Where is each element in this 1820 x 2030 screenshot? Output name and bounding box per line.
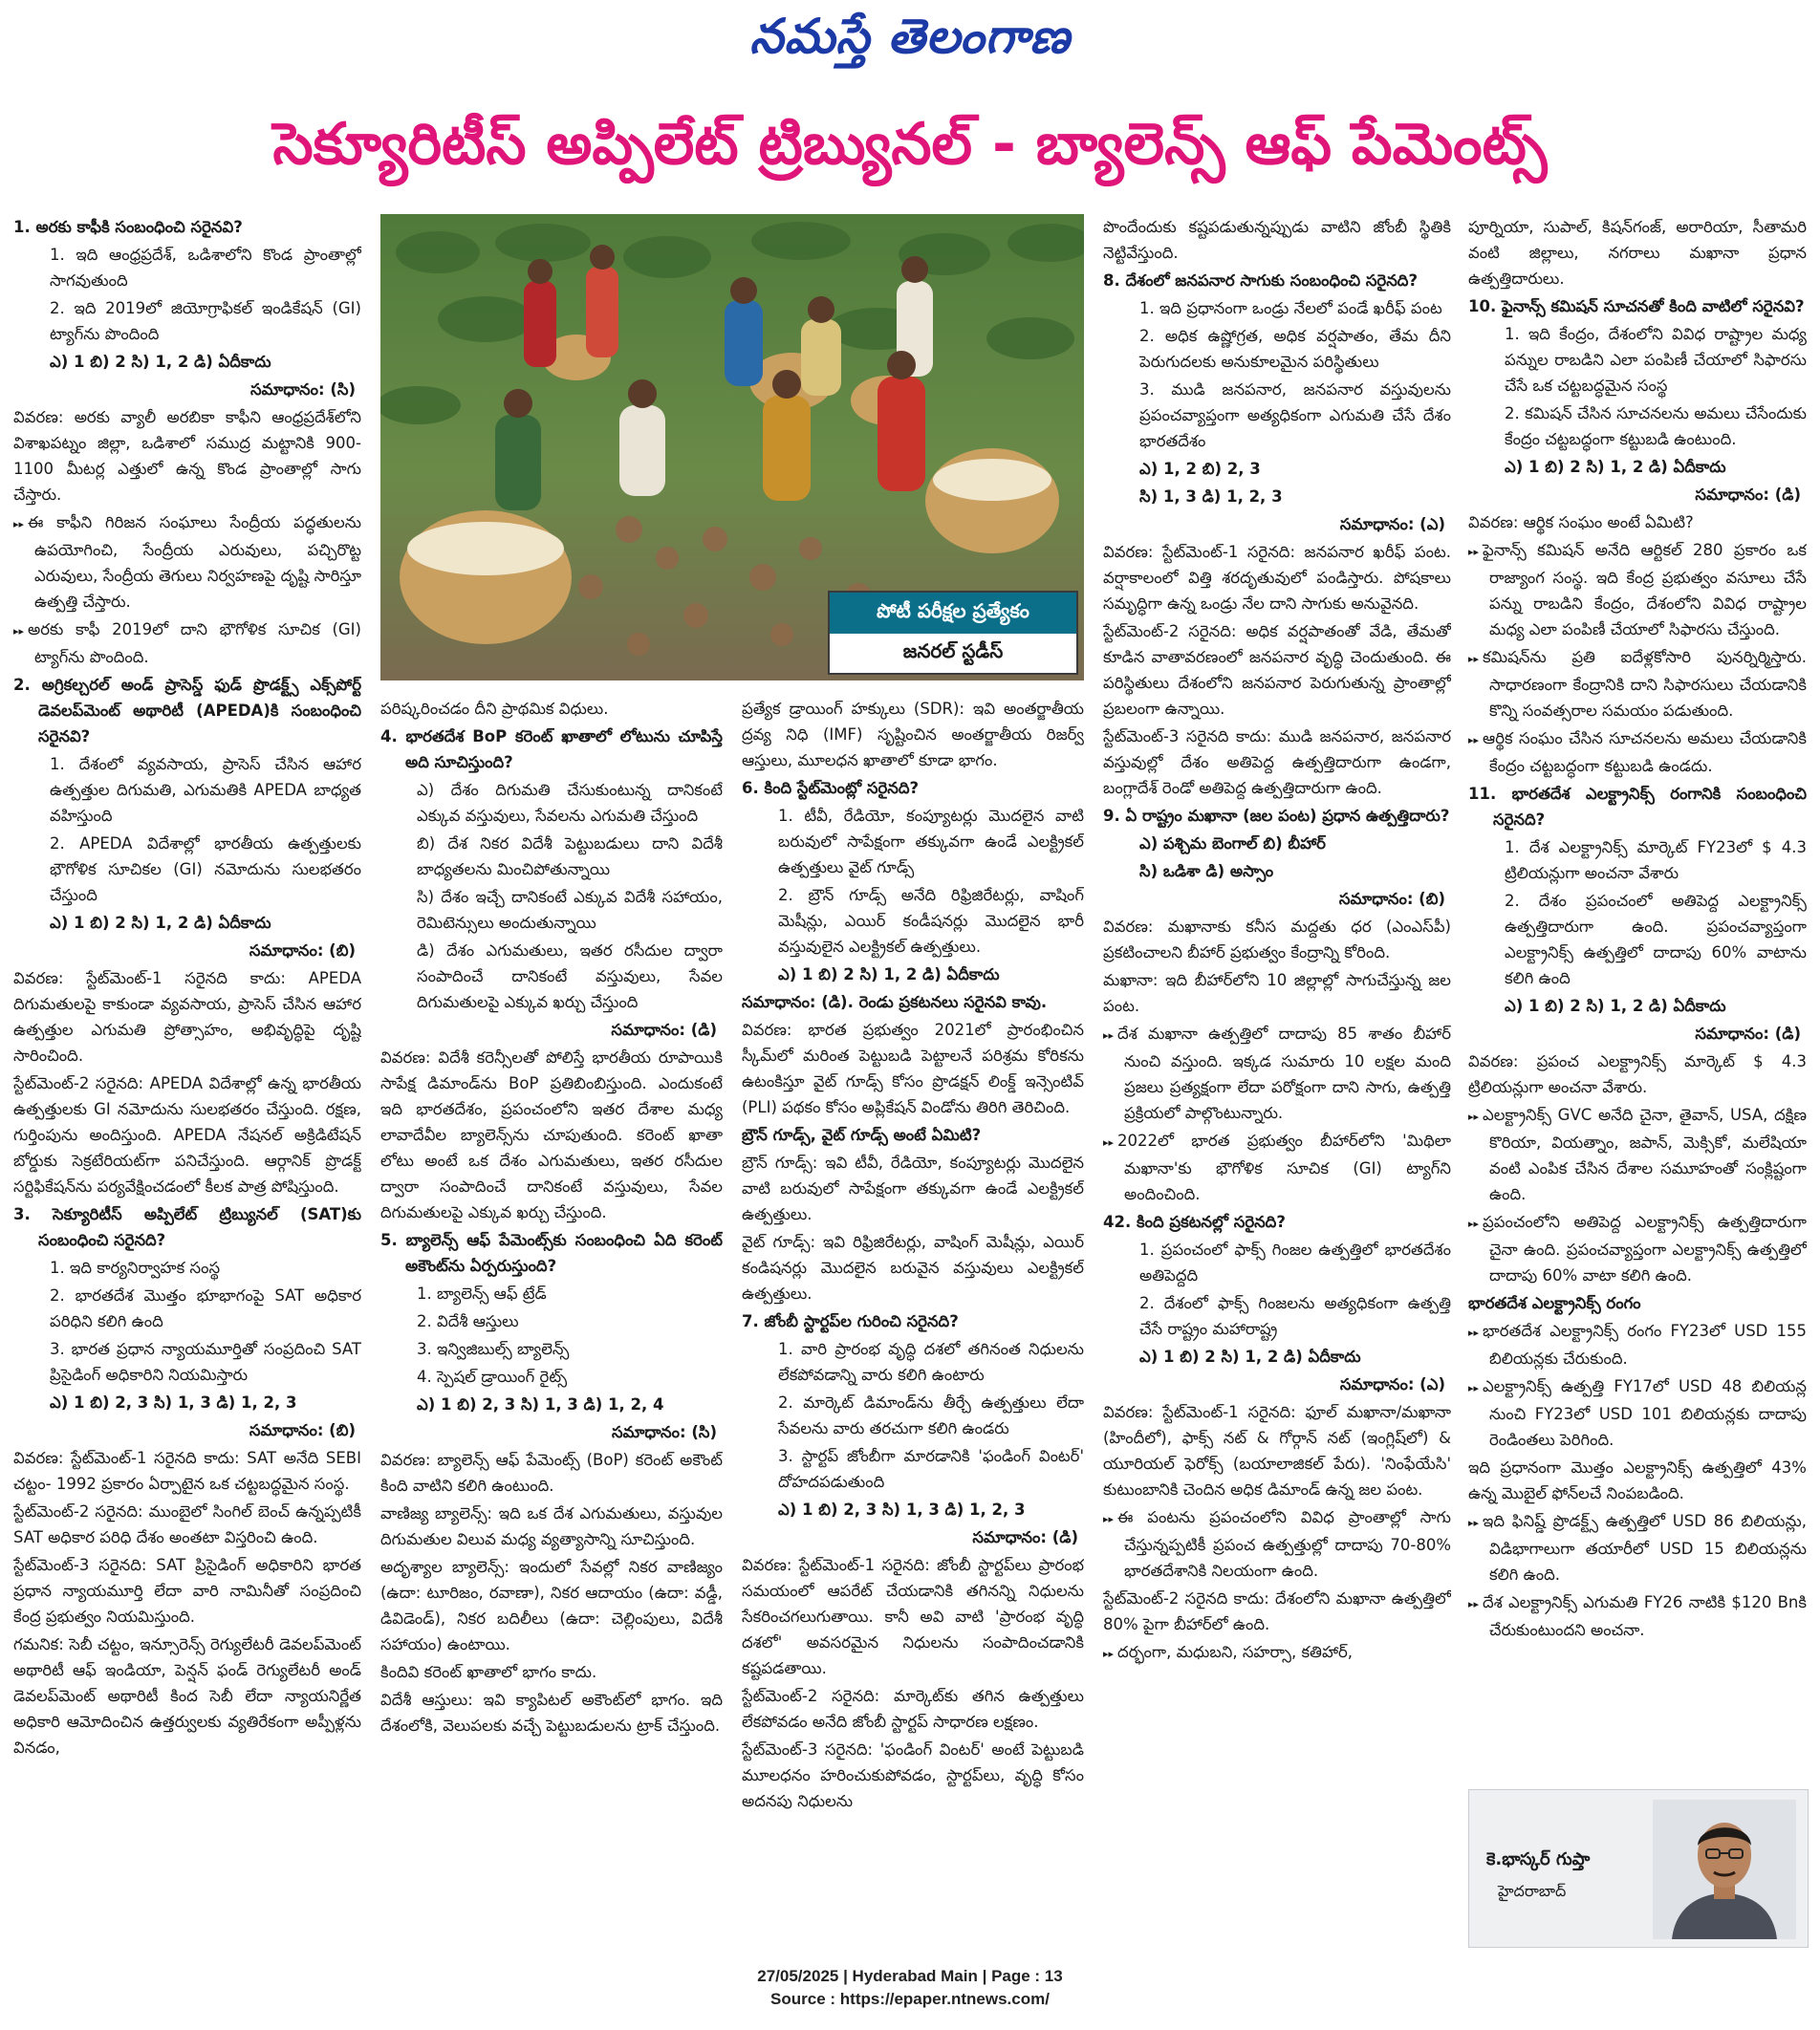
- option-text: 1. ప్రపంచంలో ఫాక్స్ గింజల ఉత్పత్తిలో భారతదేశం అతిపెద్దది: [1139, 1241, 1451, 1285]
- column-3: [742, 696, 1084, 1954]
- answer-choices: ఎ) 1, 2 బి) 2, 3: [1139, 460, 1261, 478]
- article-body: [13, 214, 1807, 1954]
- answer-choices: ఎ) 1 బి) 2 సి) 1, 2 డి) ఏదీకాదు: [1139, 1348, 1361, 1366]
- option-text: 1. ఇది ప్రధానంగా ఒండ్రు నేలలో పండే ఖరీఫ్ పంట: [1139, 299, 1442, 317]
- option-text: 1. ఇది కేంద్రం, దేశంలోని వివిధ రాష్ట్రాల మధ్య పన్నుల రాబడిని ఎలా పంపిణీ చేయాలో సిఫారసు చేసే ఒక చట్టబద్ధమైన సంస్థ: [1505, 325, 1807, 395]
- explanation-text: వివరణ: ప్రపంచ ఎలక్ట్రానిక్స్ మార్కెట్ $ 4.3 ట్రిలియన్లుగా అంచనా వేశారు.: [1468, 1052, 1807, 1096]
- option-text: 2. భారతదేశ మొత్తం భూభాగంపై SAT అధికార పరిధిని కలిగి ఉంది: [50, 1286, 361, 1330]
- explanation-text: వివరణ: ఆర్థిక సంఘం అంటే ఏమిటి?: [1468, 513, 1694, 531]
- option-text: 3. ఇన్విజిబుల్స్ బ్యాలెన్స్: [417, 1340, 570, 1358]
- continued-text: పూర్నియా, సుపాల్, కిషన్‌గంజ్, అరారియా, సీతామరి వంటి జిల్లాలు, నగరాలు మఖానా ప్రధాన ఉత్పత్తిదారులు.: [1468, 218, 1807, 288]
- question-10: 10. ఫైనాన్స్ కమిషన్ సూచనతో కింది వాటిలో సరైనవి?: [1468, 297, 1805, 315]
- explanation-text: స్టేట్‌మెంట్-2 సరైనది: APEDA విదేశాల్లో ఉన్న భారతీయ ఉత్పత్తులకు GI నమోదును సులభతరం చేస్తుంది. రక్షణ, గుర్తింపును అందిస్తుంది. APEDA నేషనల్ అక్రిడిటేషన్ బోర్డుకు సెక్రటేరియట్‌గా పనిచేస్తుంది. ఆర్గానిక్ ప్రొడక్ట్ సర్టిఫికేషన్‌ను పర్యవేక్షించడంలో కీలక పాత్ర పోషిస్తుంది.: [13, 1074, 361, 1196]
- explanation-text: మఖానా: ఇది బీహార్‌లోని 10 జిల్లాల్లో సాగుచేస్తున్న జల పంట.: [1103, 971, 1451, 1015]
- page-headline: సెక్యూరిటీస్ అప్పిలేట్ ట్రిబ్యునల్ - బ్యాలెన్స్ ఆఫ్ పేమెంట్స్: [272, 111, 1548, 178]
- answer-label: సమాధానం: (డి): [1695, 486, 1801, 504]
- question-42: 42. కింది ప్రకటనల్లో సరైనది?: [1103, 1213, 1286, 1231]
- bullet-point: ▸▸ 2022లో భారత ప్రభుత్వం బీహార్‌లోని 'మిథిలా మఖానా'కు భౌగోళిక సూచిక (GI) ట్యాగ్‌ని అందించింది.: [1103, 1128, 1451, 1207]
- option-text: 1. బ్యాలెన్స్ ఆఫ్ ట్రేడ్: [417, 1285, 547, 1303]
- option-text: ఎ) దేశం దిగుమతి చేసుకుంటున్న దానికంటే ఎక్కువ వస్తువులు, సేవలను ఎగుమతి చేస్తుంది: [417, 781, 723, 825]
- option-text: 3. భారత ప్రధాన న్యాయమూర్తితో సంప్రదించి SAT ప్రిసైడింగ్ అధికారిని నియమిస్తారు: [50, 1340, 361, 1384]
- question-11: 11. భారతదేశ ఎలక్ట్రానిక్స్ రంగానికి సంబంధించి సరైనది?: [1468, 785, 1807, 829]
- question-5: 5. బ్యాలెన్స్ ఆఫ్ పేమెంట్స్‌కు సంబంధించి ఏది కరెంట్ అకౌంట్‌ను ఏర్పరుస్తుంది?: [380, 1231, 723, 1275]
- continued-text: పొందేందుకు కష్టపడుతున్నప్పుడు వాటిని జోంబీ స్థితికి నెట్టివేస్తుంది.: [1103, 218, 1451, 262]
- explanation-text: వివరణ: స్టేట్‌మెంట్-1 సరైనది: ఫూల్ మఖానా/మఖానా (హిందీలో), ఫాక్స్ నట్ & గోర్గాన్ నట్ (ఇంగ్లిష్‌లో) & యూరియల్ ఫెరోక్స్ (బయాలాజికల్ పేరు). 'నింఫేయేసి' కుటుంబానికి చెందిన అధిక డిమాండ్ ఉన్న జల పంట.: [1103, 1403, 1451, 1499]
- question-1: 1. అరకు కాఫీకి సంబంధించి సరైనవి?: [13, 218, 243, 236]
- answer-label: సమాధానం: (ఎ): [1339, 1375, 1445, 1393]
- explanation-text: వివరణ: స్టేట్‌మెంట్-1 సరైనది కాదు: APEDA దిగుమతులపై కాకుండా వ్యవసాయ, ప్రాసెస్ చేసిన ఆహార ఉత్పత్తుల ఎగుమతి ప్రోత్సాహం, అభివృద్ధిపై దృష్టి సారించింది.: [13, 969, 361, 1065]
- author-photo: [1653, 1800, 1796, 1939]
- column-2: [380, 696, 723, 1954]
- question-8: 8. దేశంలో జనపనార సాగుకు సంబంధించి సరైనది?: [1103, 271, 1419, 290]
- answer-choices: ఎ) 1 బి) 2 సి) 1, 2 డి) ఏదీకాదు: [1505, 997, 1726, 1015]
- option-text: డి) దేశం ఎగుమతులు, ఇతర రసీదుల ద్వారా సంపాదించే దానికంటే వస్తువులు, సేవల దిగుమతులపై ఎక్కువ ఖర్చు చేస్తుంది: [417, 941, 723, 1011]
- answer-choices: ఎ) 1 బి) 2 సి) 1, 2 డి) ఏదీకాదు: [1505, 458, 1726, 476]
- question-2: 2. అగ్రికల్చరల్ అండ్ ప్రాసెస్డ్ ఫుడ్ ప్రొడక్ట్స్ ఎక్స్‌పోర్ట్ డెవలప్‌మెంట్ అథారిటీ (APEDA)కి సంబంధించి సరైనవి?: [13, 676, 361, 745]
- explanation-text: వివరణ: మఖానాకు కనీస మద్దతు ధర (ఎంఎస్‌పీ) ప్రకటించాలని బీహార్ ప్రభుత్వం కేంద్రాన్ని కోరింది.: [1103, 918, 1451, 961]
- answer-label: సమాధానం: (ఎ): [1339, 515, 1445, 533]
- answer-choices: ఎ) 1 బి) 2 సి) 1, 2 డి) ఏదీకాదు: [50, 914, 271, 932]
- bullet-point: ▸▸ ఇది ఫినిష్డ్ ప్రొడక్ట్స్ ఉత్పత్తిలో USD 86 బిలియన్లు, విడిభాగాలుగా తయారీలో USD 15 బిలియన్లను కలిగి ఉంది.: [1468, 1508, 1807, 1587]
- answer-choices: ఎ) 1 బి) 2 సి) 1, 2 డి) ఏదీకాదు: [50, 353, 271, 371]
- question-9: 9. ఏ రాష్ట్రం మఖానా (జల పంట) ప్రధాన ఉత్పత్తిదారు?: [1103, 807, 1450, 825]
- explanation-text: స్టేట్‌మెంట్-3 సరైనది కాదు: ముడి జనపనార, జనపనార వస్తువుల్లో దేశం అతిపెద్ద ఉత్పత్తిదారుగా ఉండగా, బంగ్లాదేశ్ రెండో అతిపెద్ద ఉత్పత్తిదారుగా ఉంది.: [1103, 727, 1451, 797]
- question-7: 7. జోంబీ స్టార్టప్‌ల గురించి సరైనది?: [742, 1312, 959, 1330]
- answer-choices: ఎ) 1 బి) 2, 3 సి) 1, 3 డి) 1, 2, 4: [417, 1395, 664, 1414]
- question-6: 6. కింది స్టేట్‌మెంట్లో సరైనది?: [742, 779, 920, 797]
- column-4: [1103, 214, 1451, 1954]
- bullet-point: ▸▸ కమిషన్‌ను ప్రతి ఐదేళ్లకోసారి పునర్నిర్మిస్తారు. సాధారణంగా కేంద్రానికి దాని సిఫారసులు చేయడానికి కొన్ని సంవత్సరాల సమయం పడుతుంది.: [1468, 644, 1807, 723]
- explanation-text: వివరణ: అరకు వ్యాలీ అరబికా కాఫీని ఆంధ్రప్రదేశ్‌లోని విశాఖపట్నం జిల్లా, ఒడిశాలో సముద్ర మట్టానికి 900-1100 మీటర్ల ఎత్తులో ఉన్న కొండ ప్రాంతాల్లో సాగు చేస్తారు.: [13, 408, 361, 504]
- option-text: 4. స్పెషల్ డ్రాయింగ్ రైట్స్: [417, 1368, 568, 1386]
- bullet-point: ▸▸ దర్భంగా, మధుబని, సహర్సా, కతిహార్,: [1103, 1639, 1451, 1667]
- masthead-logo: నమస్తే తెలంగాణ: [749, 8, 1071, 64]
- bullet-point: ▸▸ ఎలక్ట్రానిక్స్ ఉత్పత్తి FY17లో USD 48 బిలియన్ల నుంచి FY23లో USD 101 బిలియన్లకు దాదాపు రెండింతలు పెరిగింది.: [1468, 1373, 1807, 1453]
- explanation-text: స్టేట్‌మెంట్-2 సరైనది: ముంబైలో సింగిల్ బెంచ్ ఉన్నప్పటికీ SAT అధికార పరిధి దేశం అంతటా విస్తరించి ఉంది.: [13, 1502, 361, 1546]
- explanation-text: స్టేట్‌మెంట్-2 సరైనది: అధిక వర్షపాతంతో వేడి, తేమతో కూడిన వాతావరణంలో జనపనార వృద్ధి చెందుతుంది. ఈ పరిస్థితులు దేశంలోని జనపనార పెరుగుతున్న ప్రాంతాల్లో ప్రబలంగా ఉన్నాయి.: [1103, 622, 1451, 718]
- option-text: 1. ఇది ఆంధ్రప్రదేశ్, ఒడిశాలోని కొండ ప్రాంతాల్లో సాగవుతుంది: [50, 246, 361, 290]
- column-5: [1468, 214, 1807, 1782]
- option-text: బి) దేశ నికర విదేశీ పెట్టుబడులు దాని విదేశీ బాధ్యతలను మించిపోతున్నాయి: [417, 834, 723, 878]
- answer-label: సమాధానం: (సి): [250, 380, 356, 399]
- question-3: 3. సెక్యూరిటీస్ అప్పిలేట్ ట్రిబ్యునల్ (SAT)కు సంబంధించి సరైనది?: [13, 1205, 361, 1249]
- explanation-text: స్టేట్‌మెంట్-3 సరైనది: 'ఫండింగ్ వింటర్' అంటే పెట్టుబడి మూలధనం హరించుకుపోవడం, స్టార్టప్‌లు, వృద్ధి కోసం అదనపు నిధులను: [742, 1740, 1084, 1810]
- explanation-text: వివరణ: స్టేట్‌మెంట్-1 సరైనది: జనపనార ఖరీఫ్ పంట. వర్షాకాలంలో విత్తి శరదృతువులో పండిస్తారు. పోషకాలు సమృద్ధిగా ఉన్న ఒండ్రు నేల దాని సాగుకు అనువైనది.: [1103, 543, 1451, 613]
- column-1: [13, 214, 361, 1954]
- option-text: 3. స్టార్టప్ జోంబీగా మారడానికి 'ఫండింగ్ వింటర్' దోహదపడుతుంది: [778, 1447, 1084, 1491]
- explanation-text: వివరణ: విదేశీ కరెన్సీలతో పోలిస్తే భారతీయ రూపాయికి సాపేక్ష డిమాండ్‌ను BoP ప్రతిబింబిస్తుంది. ఎందుకంటే ఇది భారతదేశం, ప్రపంచంలోని ఇతర దేశాల మధ్య లావాదేవీల బ్యాలెన్స్‌ను చూపుతుంది. కరెంట్ ఖాతా లోటు అంటే ఒక దేశం ఎగుమతులు, ఇతర రసీదుల ద్వారా సంపాదించే దానికంటే వస్తువులు, సేవల దిగుమతులపై ఎక్కువ ఖర్చు చేస్తుంది.: [380, 1048, 723, 1221]
- explanation-text: వివరణ: స్టేట్‌మెంట్-1 సరైనది కాదు: SAT అనేది SEBI చట్టం- 1992 ప్రకారం ఏర్పాటైన ఒక చట్టబద్ధమైన సంస్థ.: [13, 1449, 361, 1493]
- question-4: 4. భారతదేశ BoP కరెంట్ ఖాతాలో లోటును చూపిస్తే అది సూచిస్తుంది?: [380, 727, 723, 771]
- explanation-text: ఇది ప్రధానంగా మొత్తం ఎలక్ట్రానిక్స్ ఉత్పత్తిలో 43% ఉన్న మొబైల్ ఫోన్‌లచే నింపబడింది.: [1468, 1458, 1807, 1502]
- explanation-text: కిందివి కరెంట్ ఖాతాలో భాగం కాదు.: [380, 1663, 597, 1681]
- answer-label: సమాధానం: (డి): [611, 1021, 717, 1039]
- bullet-point: ▸▸ ఆర్థిక సంఘం చేసిన సూచనలను అమలు చేయడానికి కేంద్రం చట్టబద్ధంగా కట్టుబడి ఉండదు.: [1468, 725, 1807, 779]
- bullet-point: ▸▸ ఎలక్ట్రానిక్స్ GVC అనేది చైనా, తైవాన్, USA, దక్షిణ కొరియా, వియత్నాం, జపాన్, మెక్సికో, మలేషియా వంటి ఎంపిక చేసిన దేశాల సమూహంతో సంక్లిష్టంగా ఉంది.: [1468, 1102, 1807, 1207]
- bullet-point: ▸▸ ప్రపంచంలోని అతిపెద్ద ఎలక్ట్రానిక్స్ ఉత్పత్తిదారుగా చైనా ఉంది. ప్రపంచవ్యాప్తంగా ఎలక్ట్రానిక్స్ ఉత్పత్తిలో దాదాపు 60% వాటా కలిగి ఉంది.: [1468, 1209, 1807, 1288]
- author-city: హైదరాబాద్: [1498, 1882, 1567, 1900]
- bullet-point: ▸▸ అరకు కాఫీ 2019లో దాని భౌగోళిక సూచిక (GI) ట్యాగ్‌ను పొందింది.: [13, 616, 361, 670]
- answer-label: సమాధానం: (సి): [612, 1423, 717, 1441]
- explanation-text: స్టేట్‌మెంట్-2 సరైనది కాదు: దేశంలోని మఖానా ఉత్పత్తిలో 80% పైగా బీహార్‌లో ఉంది.: [1103, 1589, 1451, 1633]
- answer-label: సమాధానం: (బి): [249, 941, 356, 960]
- explanation-text: వివరణ: స్టేట్‌మెంట్-1 సరైనది: జోంబీ స్టార్టప్‌లు ప్రారంభ సమయంలో ఆపరేట్ చేయడానికి తగినన్ని నిధులను సేకరించగలుగుతాయి. కానీ అవి వాటి 'ప్రారంభ వృద్ధి దశలో' అవసరమైన నిధులను సంపాదించడానికి కష్టపడతాయి.: [742, 1556, 1084, 1677]
- option-text: 2. APEDA విదేశాల్లో భారతీయ ఉత్పత్తులకు భౌగోళిక సూచికల (GI) నమోదును సులభతరం చేస్తుంది: [50, 834, 361, 904]
- option-text: 2. దేశంలో ఫాక్స్ గింజలను అత్యధికంగా ఉత్పత్తి చేసే రాష్ట్రం మహారాష్ట్ర: [1139, 1294, 1451, 1338]
- continued-text: పరిష్కరించడం దీని ప్రాథమిక విధులు.: [380, 700, 609, 718]
- answer-choices: ఎ) పశ్చిమ బెంగాల్ బి) బీహార్: [1139, 834, 1326, 853]
- author-box: [1468, 1789, 1809, 1948]
- option-text: 2. అధిక ఉష్ణోగ్రత, అధిక వర్షపాతం, తేమ దీని పెరుగుదలకు అనుకూలమైన పరిస్థితులు: [1139, 327, 1451, 371]
- caption-competitive-exams: పోటీ పరీక్షల ప్రత్యేకం: [830, 593, 1076, 634]
- option-text: 1. వారి ప్రారంభ వృద్ధి దశలో తగినంత నిధులను లేకపోవడాన్ని వారు కలిగి ఉంటారు: [778, 1340, 1084, 1384]
- option-text: 2. కమిషన్ చేసిన సూచనలను అమలు చేసేందుకు కేంద్రం చట్టబద్ధంగా కట్టుబడి ఉంటుంది.: [1505, 404, 1807, 448]
- answer-label: సమాధానం: (డి): [972, 1528, 1078, 1546]
- answer-label: సమాధానం: (బి): [249, 1421, 356, 1439]
- bullet-point: ▸▸ దేశ మఖానా ఉత్పత్తిలో దాదాపు 85 శాతం బీహార్ నుంచి వస్తుంది. ఇక్కడ సుమారు 10 లక్షల మంది ప్రజలు ప్రత్యక్షంగా లేదా పరోక్షంగా దాని సాగు, ఉత్పత్తి ప్రక్రియలో పాల్గొంటున్నారు.: [1103, 1021, 1451, 1126]
- explanation-text: వివరణ: బ్యాలెన్స్ ఆఫ్ పేమెంట్స్ (BoP) కరెంట్ అకౌంట్ కింది వాటిని కలిగి ఉంటుంది.: [380, 1451, 723, 1495]
- author-name: కె.భాస్కర్ గుప్తా: [1486, 1849, 1591, 1869]
- option-text: 2. ఇది 2019లో జియోగ్రాఫికల్ ఇండికేషన్ (GI) ట్యాగ్‌ను పొందింది: [50, 299, 361, 343]
- explanation-text: వైట్ గూడ్స్: ఇవి రిఫ్రిజిరేటర్లు, వాషింగ్ మెషీన్లు, ఎయిర్ కండిషనర్లు మొదలైన బరువైన వస్తువులు ఎలక్ట్రికల్ ఉత్పత్తులు.: [742, 1233, 1084, 1303]
- option-text: 1. దేశంలో వ్యవసాయ, ప్రాసెస్ చేసిన ఆహార ఉత్పత్తుల దిగుమతి, ఎగుమతికి APEDA బాధ్యత వహిస్తుంది: [50, 755, 361, 825]
- answer-choices: ఎ) 1 బి) 2, 3 సి) 1, 3 డి) 1, 2, 3: [778, 1501, 1026, 1519]
- answer-label: సమాధానం: (డి). రెండు ప్రకటనలు సరైనవి కావు.: [742, 993, 1048, 1011]
- option-text: సి) దేశం ఇచ్చే దానికంటే ఎక్కువ విదేశీ సహాయం, రెమిటెన్సులు అందుతున్నాయి: [417, 888, 723, 932]
- note-text: గమనిక: సెబీ చట్టం, ఇన్సూరెన్స్ రెగ్యులేటరీ డెవలప్‌మెంట్ అథారిటీ ఆఫ్ ఇండియా, పెన్షన్ ఫండ్ రెగ్యులేటరీ అండ్ డెవలప్‌మెంట్ అథారిటీ కింద సెబీ లేదా న్యాయనిర్ణేత అధికారి ఆమోదించిన ఉత్తర్వులకు వ్యతిరేకంగా అప్పీళ్లను వినడం,: [13, 1635, 361, 1757]
- explanation-text: స్టేట్‌మెంట్-2 సరైనది: మార్కెట్‌కు తగిన ఉత్పత్తులు లేకపోవడం అనేది జోంబీ స్టార్టప్ సాధారణ లక్షణం.: [742, 1687, 1084, 1731]
- farmers-harvest-photo: [380, 214, 1084, 680]
- explanation-text: బ్రౌన్ గూడ్స్: ఇవి టీవీ, రేడియో, కంప్యూటర్లు మొదలైన వాటి బరువులో సాపేక్షంగా తక్కువగా ఉండే ఎలక్ట్రికల్ ఉత్పత్తులు.: [742, 1154, 1084, 1223]
- footer-source: Source : https://epaper.ntnews.com/: [770, 1990, 1050, 2008]
- bullet-point: ▸▸ దేశ ఎలక్ట్రానిక్స్ ఎగుమతి FY26 నాటికి $120 Bnకి చేరుకుంటుందని అంచనా.: [1468, 1589, 1807, 1643]
- option-text: 2. బ్రౌన్ గూడ్స్ అనేది రిఫ్రిజిరేటర్లు, వాషింగ్ మెషీన్లు, ఎయిర్ కండీషనర్లు మొదలైన భారీ వస్తువులైన ఎలక్ట్రికల్ ఉత్పత్తులు.: [778, 886, 1084, 956]
- option-text: 2. దేశం ప్రపంచంలో అతిపెద్ద ఎలక్ట్రానిక్స్ ఉత్పత్తిదారుగా ఉంది. ప్రపంచవ్యాప్తంగా ఎలక్ట్రానిక్స్ ఉత్పత్తిలో దాదాపు 60% వాటాను కలిగి ఉంది: [1505, 892, 1807, 987]
- explanation-text: అదృశ్యాల బ్యాలెన్స్: ఇందులో సేవల్లో నికర వాణిజ్యం (ఉదా: టూరిజం, రవాణా), నికర ఆదాయం (ఉదా: వడ్డీ, డివిడెండ్), నికర బదిలీలు (ఉదా: చెల్లింపులు, విదేశీ సహాయం) ఉంటాయి.: [380, 1558, 723, 1653]
- option-text: 1. ఇది కార్యనిర్వాహక సంస్థ: [50, 1259, 221, 1277]
- answer-label: సమాధానం: (బి): [1338, 890, 1445, 908]
- photo-caption-box: [828, 591, 1078, 675]
- answer-choices: ఎ) 1 బి) 2 సి) 1, 2 డి) ఏదీకాదు: [778, 965, 1000, 983]
- answer-choices: ఎ) 1 బి) 2, 3 సి) 1, 3 డి) 1, 2, 3: [50, 1393, 297, 1412]
- explanation-text: వాణిజ్య బ్యాలెన్స్: ఇది ఒక దేశ ఎగుమతులు, వస్తువుల దిగుమతుల విలువ మధ్య వ్యత్యాసాన్ని సూచిస్తుంది.: [380, 1504, 723, 1548]
- option-text: 1. టీవీ, రేడియో, కంప్యూటర్లు మొదలైన వాటి బరువులో సాపేక్షంగా తక్కువగా ఉండే ఎలక్ట్రికల్ ఉత్పత్తులు వైట్ గూడ్స్: [778, 807, 1084, 876]
- explanation-text: విదేశీ ఆస్తులు: ఇవి క్యాపిటల్ అకౌంట్‌లో భాగం. ఇది దేశంలోకి, వెలుపలకు వచ్చే పెట్టుబడులను ట్రాక్ చేస్తుంది.: [380, 1691, 723, 1735]
- continued-text: ప్రత్యేక డ్రాయింగ్ హక్కులు (SDR): ఇవి అంతర్జాతీయ ద్రవ్య నిధి (IMF) సృష్టించిన అంతర్జాతీయ రిజర్వ్ ఆస్తులు, మూలధన ఖాతాలో కూడా భాగం.: [742, 700, 1084, 769]
- bullet-point: ▸▸ ఈ కాఫీని గిరిజన సంఘాలు సేంద్రీయ పద్ధతులను ఉపయోగించి, సేంద్రీయ ఎరువులు, పచ్చిరొట్ట ఎరువులు, సేంద్రీయ తెగులు నిర్వహణపై దృష్టి సారిస్తూ ఉత్పత్తి చేస్తారు.: [13, 509, 361, 615]
- explanation-text: వివరణ: భారత ప్రభుత్వం 2021లో ప్రారంభించిన స్కీమ్‌లో మరింత పెట్టుబడి పెట్టాలనే పరిశ్రమ కోరికను ఉటంకిస్తూ వైట్ గూడ్స్ కోసం ప్రొడక్షన్ లింక్డ్ ఇన్సెంటివ్ (PLI) పథకం కోసం అప్లికేషన్ విండోను తిరిగి తెరిచింది.: [742, 1021, 1084, 1116]
- option-text: 3. ముడి జనపనార, జనపనార వస్తువులను ప్రపంచవ్యాప్తంగా అత్యధికంగా ఎగుమతి చేసే దేశం భారతదేశం: [1139, 380, 1451, 450]
- subheading: బ్రౌన్ గూడ్స్, వైట్ గూడ్స్ అంటే ఏమిటి?: [742, 1126, 982, 1144]
- caption-general-studies: జనరల్ స్టడీస్: [830, 634, 1076, 673]
- footer-dateline: 27/05/2025 | Hyderabad Main | Page : 13: [757, 1967, 1063, 1985]
- option-text: 2. విదేశీ ఆస్తులు: [417, 1312, 519, 1330]
- answer-choices: సి) ఒడిశా డి) అస్సాం: [1139, 862, 1274, 880]
- subheading: భారతదేశ ఎలక్ట్రానిక్స్ రంగం: [1468, 1294, 1641, 1312]
- bullet-point: ▸▸ భారతదేశ ఎలక్ట్రానిక్స్ రంగం FY23లో USD 155 బిలియన్లకు చేరుకుంది.: [1468, 1318, 1807, 1371]
- bullet-point: ▸▸ ఈ పంటను ప్రపంచంలోని వివిధ ప్రాంతాల్లో సాగు చేస్తున్నప్పటికీ ప్రపంచ ఉత్పత్తుల్లో దాదాపు 70-80% భారతదేశానికి నిలయంగా ఉంది.: [1103, 1504, 1451, 1584]
- bullet-point: ▸▸ ఫైనాన్స్ కమిషన్ అనేది ఆర్టికల్ 280 ప్రకారం ఒక రాజ్యాంగ సంస్థ. ఇది కేంద్ర ప్రభుత్వం వసూలు చేసే పన్ను రాబడిని కేంద్రం, దేశంలోని వివిధ రాష్ట్రాల మధ్య ఎలా పంపిణీ చేయాలో సిఫారసు చేస్తుంది.: [1468, 537, 1807, 642]
- explanation-text: స్టేట్‌మెంట్-3 సరైనది: SAT ప్రిసైడింగ్ అధికారిని భారత ప్రధాన న్యాయమూర్తి లేదా వారి నామినీతో సంప్రదించి కేంద్ర ప్రభుత్వం నియమిస్తుంది.: [13, 1556, 361, 1626]
- answer-label: సమాధానం: (డి): [1695, 1025, 1801, 1043]
- option-text: 2. మార్కెట్ డిమాండ్‌ను తీర్చే ఉత్పత్తులు లేదా సేవలను వారు తరచుగా కలిగి ఉండరు: [778, 1393, 1084, 1437]
- answer-choices: సి) 1, 3 డి) 1, 2, 3: [1139, 487, 1283, 506]
- option-text: 1. దేశ ఎలక్ట్రానిక్స్ మార్కెట్ FY23లో $ 4.3 ట్రిలియన్లుగా అంచనా వేశారు: [1505, 838, 1807, 882]
